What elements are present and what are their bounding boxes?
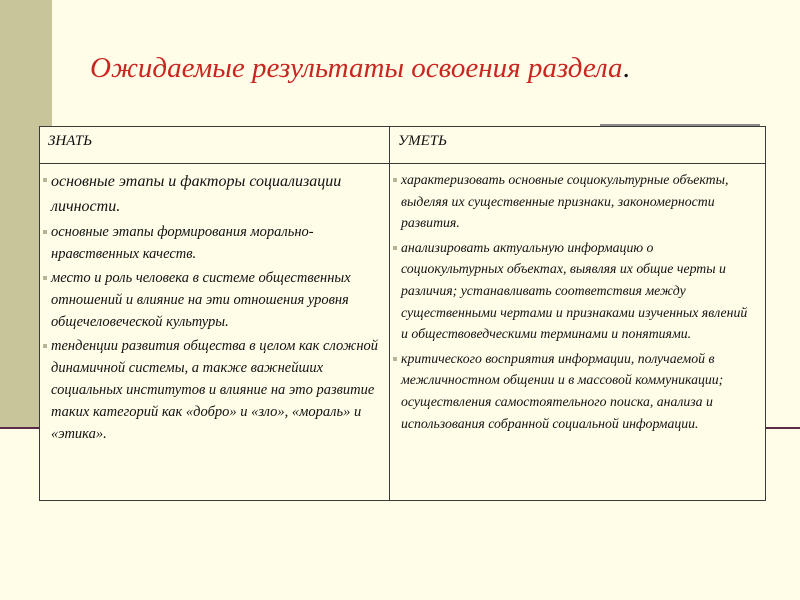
table-row: [40, 164, 766, 501]
results-table: [39, 126, 766, 501]
list-item: характеризовать основные социокультурные объекты, выделяя их существенные признаки, закономерности развития.: [396, 169, 757, 234]
list-item: место и роль человека в системе общественных отношений и влияние на эти отношения уровня общечеловеческой культуры.: [46, 267, 381, 333]
list-item: анализировать актуальную информацию о социокультурных объектах, выявляя их общие черты и различия; устанавливать соответствия между существенными чертами и признаками изученных явлений и обществоведческими терминами и понятиями.: [396, 237, 757, 345]
list-item: критического восприятия информации, получаемой в межличностном общении и в массовой коммуникации; осуществления самостоятельного поиска, анализа и использования собранной социальной информации.: [396, 348, 757, 434]
can-list: [396, 169, 757, 434]
header-know: ЗНАТЬ: [40, 127, 390, 164]
slide-title: [90, 52, 770, 85]
list-item: основные этапы и факторы социализации личности.: [46, 169, 381, 219]
slide-title-period: .: [622, 52, 630, 84]
table-header-row: [40, 127, 766, 164]
know-cell: [40, 164, 390, 501]
can-cell: [390, 164, 766, 501]
slide-title-text: Ожидаемые результаты освоения раздела: [90, 52, 623, 84]
list-item: основные этапы формирования морально-нравственных качеств.: [46, 221, 381, 265]
know-list: [46, 169, 381, 445]
list-item: тенденции развития общества в целом как сложной динамичной системы, а также важнейших социальных институтов и влияние на это развитие таких категорий как «добро» и «зло», «мораль» и «этика».: [46, 335, 381, 445]
header-can: УМЕТЬ: [390, 127, 766, 164]
